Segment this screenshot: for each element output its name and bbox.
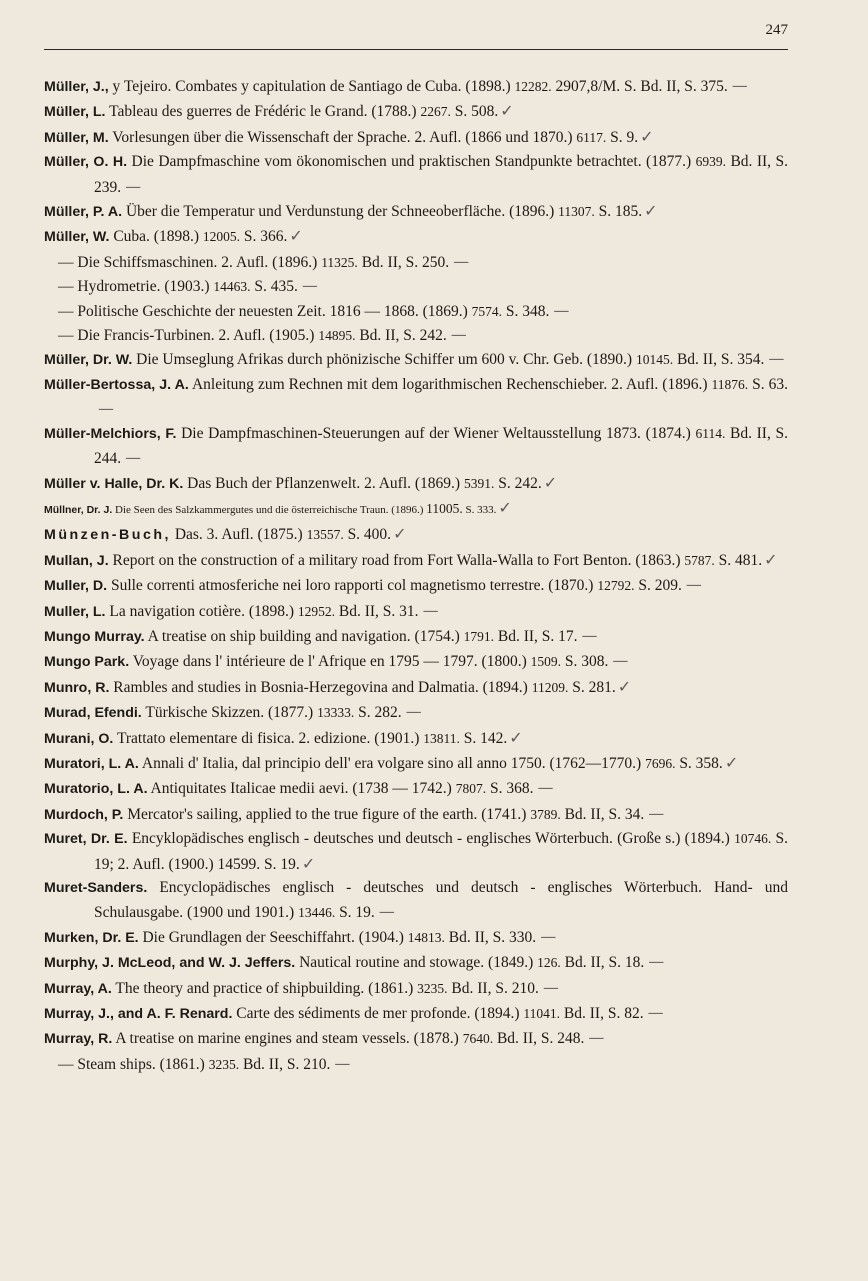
entry-number: 1509. <box>530 654 561 670</box>
page-number: 247 <box>765 22 788 38</box>
entry-reference: S. 209. <box>634 577 682 595</box>
catalog-entry <box>44 74 788 99</box>
dash-mark-icon: — <box>768 349 785 369</box>
entry-number: 12005. <box>202 229 240 245</box>
dash-mark-icon: — <box>542 977 559 997</box>
entry-title: y Tejeiro. Combates y capitulation de Santiago de Cuba. (1898.) <box>108 78 515 95</box>
entry-title: The theory and practice of shipbuilding. (1861.) <box>111 979 418 997</box>
checkmark-icon: ✓ <box>543 472 558 492</box>
catalog-entry <box>44 976 788 1001</box>
entry-reference: S. 508. <box>450 103 499 121</box>
catalog-entry <box>44 471 788 496</box>
entry-title: Politische Geschichte der neuesten Zeit. 1816 — 1868. (1869.) <box>73 302 472 320</box>
entry-reference: Bd. II, S. 210. <box>239 1055 331 1073</box>
entry-author: Müller-Bertossa, J. A. <box>44 376 189 393</box>
entry-reference: S. 368. <box>486 780 534 798</box>
entry-reference: Bd. II, S. 354. <box>673 351 765 369</box>
entry-author: Mungo Murray. <box>44 628 145 645</box>
entry-author: Müller, J., <box>44 79 109 95</box>
dash-mark-icon: — <box>685 575 702 595</box>
entry-author: Murphy, J. McLeod, and W. J. Jeffers. <box>44 955 296 972</box>
entry-author: Muratori, L. A. <box>44 755 139 772</box>
catalog-entry <box>44 99 788 124</box>
ditto-dash: — <box>58 253 74 271</box>
entry-number: 11209. <box>531 679 569 695</box>
entry-author: Murad, Efendi. <box>44 705 142 722</box>
catalog-entries <box>44 74 788 1076</box>
entry-author: Müller, P. A. <box>44 204 123 221</box>
entry-number: 11876. <box>711 376 749 392</box>
catalog-entry <box>44 150 788 199</box>
entry-number: 10145. <box>635 352 674 368</box>
entry-number: 1791. <box>463 628 494 644</box>
dash-mark-icon: — <box>731 76 748 95</box>
entry-reference: S. 19; 2. Aufl. (1900.) 14599. S. 19. <box>94 830 788 873</box>
ditto-dash: — <box>58 278 74 296</box>
dash-mark-icon: — <box>612 651 629 671</box>
dash-mark-icon: — <box>422 600 439 620</box>
catalog-entry <box>44 548 788 573</box>
checkmark-icon: ✓ <box>509 727 523 747</box>
catalog-entry <box>44 199 788 224</box>
dash-mark-icon: — <box>125 448 142 468</box>
entry-author: Murray, J., and A. F. Renard. <box>44 1006 233 1023</box>
entry-number: 11005. <box>426 500 463 516</box>
entry-title: Anleitung zum Rechnen mit dem logarithmischen Rechenschieber. 2. Aufl. (1896.) <box>188 375 712 393</box>
entry-title: Die Dampfmaschinen-Steuerungen auf der Wiener Weltausstellung 1873. (1874.) <box>176 424 696 442</box>
entry-title: Vorlesungen über die Wissenschaft der Sprache. 2. Aufl. (1866 und 1870.) <box>108 128 577 146</box>
entry-reference: 2907,8/M. S. Bd. II, S. 375. <box>551 78 728 95</box>
checkmark-icon: ✓ <box>640 126 654 146</box>
entry-number: 11325. <box>321 254 358 270</box>
catalog-entry <box>44 299 788 323</box>
entry-title: La navigation cotière. (1898.) <box>105 602 298 620</box>
entry-reference: Bd. II, S. 34. <box>560 805 645 823</box>
entry-reference: S. 185. <box>594 203 643 221</box>
catalog-entry <box>44 950 788 975</box>
catalog-entry <box>44 522 788 547</box>
dash-mark-icon: — <box>648 952 665 972</box>
entry-title: Hydrometrie. (1903.) <box>73 278 214 296</box>
entry-title: Die Umseglung Afrikas durch phönizische Schiffer um 600 v. Chr. Geb. (1890.) <box>132 351 636 369</box>
dash-mark-icon: — <box>450 325 467 345</box>
entry-author: Munro, R. <box>44 679 110 696</box>
entry-number: 6114. <box>695 425 726 441</box>
entry-number: 7696. <box>645 755 676 771</box>
catalog-entry <box>44 649 788 674</box>
entry-number: 12792. <box>597 578 635 594</box>
catalog-entry <box>44 726 788 751</box>
entry-author: Müller, O. H. <box>44 154 128 171</box>
entry-author: Müller-Melchiors, F. <box>44 425 177 442</box>
checkmark-icon: ✓ <box>301 853 316 873</box>
entry-reference: S. 308. <box>561 653 609 671</box>
catalog-entry <box>44 624 788 649</box>
entry-reference: S. 333. <box>462 503 497 516</box>
checkmark-icon: ✓ <box>289 226 303 246</box>
entry-reference: Bd. II, S. 82. <box>560 1005 644 1023</box>
entry-reference: Bd. II, S. 330. <box>444 928 537 946</box>
entry-reference: S. 282. <box>354 704 402 722</box>
entry-author: Muller, D. <box>44 578 108 595</box>
dash-mark-icon: — <box>588 1028 605 1048</box>
entry-author: Müller, Dr. W. <box>44 352 133 369</box>
dash-mark-icon: — <box>378 902 395 922</box>
entry-reference: S. 481. <box>714 551 763 569</box>
dash-mark-icon: — <box>453 251 470 271</box>
catalog-entry <box>44 125 788 150</box>
entry-number: 126. <box>537 955 561 971</box>
entry-number: 10746. <box>734 831 772 847</box>
entry-reference: S. 9. <box>606 128 639 146</box>
catalog-entry <box>44 751 788 776</box>
ditto-dash: — <box>58 1055 74 1073</box>
catalog-entry <box>44 675 788 700</box>
entry-number: 5787. <box>684 552 715 568</box>
dash-mark-icon: — <box>581 625 598 645</box>
entry-number: 6117. <box>576 129 607 145</box>
checkmark-icon: ✓ <box>724 752 739 772</box>
entry-author: Murray, R. <box>44 1031 113 1048</box>
entry-title: A treatise on marine engines and steam vessels. (1878.) <box>112 1030 463 1048</box>
entry-author: Müller, M. <box>44 129 109 146</box>
entry-number: 11307. <box>558 204 595 220</box>
dash-mark-icon: — <box>405 702 422 722</box>
checkmark-icon: ✓ <box>644 201 658 221</box>
entry-number: 3235. <box>208 1056 240 1072</box>
entry-title: Türkische Skizzen. (1877.) <box>141 704 318 722</box>
dash-mark-icon: — <box>125 176 142 196</box>
entry-reference: S. 400. <box>343 526 392 544</box>
entry-title: Report on the construction of a military road from Fort Walla-Walla to Fort Benton. (1863.) <box>108 551 685 569</box>
entry-author: Murken, Dr. E. <box>44 929 139 946</box>
entry-title: Rambles and studies in Bosnia-Herzegovina and Dalmatia. (1894.) <box>109 678 532 696</box>
entry-number: 13446. <box>298 905 336 921</box>
entry-title: Das Buch der Pflanzenwelt. 2. Aufl. (1869.) <box>183 474 464 492</box>
dash-mark-icon: — <box>334 1053 351 1073</box>
catalog-entry <box>44 776 788 801</box>
header-rule <box>44 49 788 50</box>
checkmark-icon: ✓ <box>498 497 512 517</box>
entry-reference: S. 358. <box>675 754 723 772</box>
entry-reference: S. 281. <box>568 678 616 696</box>
checkmark-icon: ✓ <box>500 101 514 121</box>
entry-reference: S. 366. <box>239 228 288 246</box>
dash-mark-icon: — <box>301 276 318 296</box>
entry-author: Mungo Park. <box>44 654 130 671</box>
entry-title: Mercator's sailing, applied to the true figure of the earth. (1741.) <box>123 805 531 823</box>
dash-mark-icon: — <box>648 803 665 823</box>
entry-author: Murray, A. <box>44 980 112 997</box>
entry-number: 14463. <box>213 279 251 295</box>
catalog-entry <box>44 1052 788 1076</box>
entry-reference: S. 348. <box>502 302 550 320</box>
checkmark-icon: ✓ <box>393 524 407 544</box>
catalog-entry <box>44 1001 788 1026</box>
entry-title: Encyklopädisches englisch - deutsches und deutsch - englisches Wörterbuch. (Große s.) (1894.) <box>127 830 735 848</box>
entry-title: Über die Temperatur und Verdunstung der Schneeoberfläche. (1896.) <box>122 203 559 221</box>
catalog-entry <box>44 827 788 876</box>
entry-author: Müller, L. <box>44 104 106 121</box>
entry-title: Nautical routine and stowage. (1849.) <box>295 954 538 972</box>
entry-reference: Bd. II, S. 248. <box>493 1030 585 1048</box>
entry-number: 3789. <box>530 806 561 822</box>
entry-reference: S. 142. <box>459 729 508 747</box>
catalog-entry <box>44 274 788 298</box>
catalog-entry <box>44 573 788 598</box>
entry-number: 3235. <box>417 980 448 996</box>
catalog-entry <box>44 700 788 725</box>
entry-title: Annali d' Italia, dal principio dell' era volgare sino all anno 1750. (1762—1770.) <box>138 754 646 772</box>
entry-number: 6939. <box>695 154 727 170</box>
catalog-entry <box>44 802 788 827</box>
catalog-entry <box>44 1026 788 1051</box>
entry-author: Murani, O. <box>44 730 114 747</box>
entry-title: Die Seen des Salzkammergutes und die österreichische Traun. (1896.) <box>112 503 427 516</box>
entry-number: 13557. <box>306 527 344 543</box>
entry-title: Trattato elementare di fisica. 2. edizione. (1901.) <box>113 729 424 747</box>
dash-mark-icon: — <box>540 926 557 946</box>
entry-title: Steam ships. (1861.) <box>73 1055 209 1073</box>
dash-mark-icon: — <box>553 300 570 320</box>
entry-title: Encyclopädisches englisch - deutsches und deutsch - englisches Wörterbuch. Hand- und Schulausgabe. (1900 und 1901.) <box>94 879 788 922</box>
entry-number: 11041. <box>523 1006 561 1022</box>
catalog-entry <box>44 496 788 522</box>
checkmark-icon: ✓ <box>617 676 632 696</box>
dash-mark-icon: — <box>537 778 554 798</box>
entry-author: Mullan, J. <box>44 552 109 569</box>
dash-mark-icon: — <box>98 399 114 419</box>
entry-number: 14895. <box>318 328 356 344</box>
entry-author: Müller v. Halle, Dr. K. <box>44 475 184 492</box>
dash-mark-icon: — <box>647 1003 664 1023</box>
entry-author: Muret, Dr. E. <box>44 831 128 848</box>
entry-title: A treatise on ship building and navigation. (1754.) <box>144 627 464 645</box>
catalog-entry <box>44 224 788 249</box>
entry-title: Die Francis-Turbinen. 2. Aufl. (1905.) <box>73 327 319 345</box>
entry-author: Münzen-Buch, <box>44 527 171 544</box>
entry-title: Cuba. (1898.) <box>109 228 203 246</box>
entry-number: 5391. <box>463 475 495 491</box>
entry-reference: Bd. II, S. 31. <box>335 602 419 620</box>
entry-title: Die Dampfmaschine vom ökonomischen und praktischen Standpunkte betrachtet. (1877.) <box>127 153 696 171</box>
entry-reference: S. 242. <box>494 474 542 492</box>
entry-number: 13811. <box>423 730 460 746</box>
entry-reference: Bd. II, S. 210. <box>447 979 539 997</box>
entry-reference: Bd. II, S. 239. <box>94 153 788 196</box>
catalog-entry <box>44 422 788 471</box>
entry-title: Voyage dans l' intérieure de l' Afrique en 1795 — 1797. (1800.) <box>129 653 531 671</box>
entry-title: Die Schiffsmaschinen. 2. Aufl. (1896.) <box>73 253 322 271</box>
entry-reference: Bd. II, S. 17. <box>494 627 578 645</box>
entry-number: 2267. <box>420 104 451 120</box>
entry-title: Die Grundlagen der Seeschiffahrt. (1904.) <box>138 928 408 946</box>
entry-number: 13333. <box>317 705 355 721</box>
catalog-entry <box>44 323 788 347</box>
entry-title: Das. 3. Aufl. (1875.) <box>170 526 307 544</box>
entry-author: Muratorio, L. A. <box>44 781 148 798</box>
entry-number: 14813. <box>407 929 445 945</box>
entry-author: Müller, W. <box>44 229 110 246</box>
checkmark-icon: ✓ <box>764 549 778 569</box>
entry-reference: Bd. II, S. 244. <box>94 424 788 468</box>
entry-reference: Bd. II, S. 250. <box>357 253 450 271</box>
entry-author: Muret-Sanders. <box>44 880 148 896</box>
entry-title: Sulle correnti atmosferiche nei loro rapporti col magnetismo terrestre. (1870.) <box>107 577 598 595</box>
entry-author: Murdoch, P. <box>44 806 124 823</box>
catalog-entry <box>44 925 788 950</box>
entry-author: Muller, L. <box>44 603 106 620</box>
catalog-entry <box>44 599 788 624</box>
entry-reference: Bd. II, S. 18. <box>560 954 645 972</box>
entry-number: 7574. <box>471 303 503 319</box>
entry-title: Carte des sédiments de mer profonde. (1894.) <box>232 1005 524 1023</box>
catalog-entry <box>44 373 788 422</box>
catalog-entry <box>44 876 788 925</box>
entry-number: 7640. <box>462 1031 494 1047</box>
entry-number: 12282. <box>514 79 552 94</box>
entry-reference: Bd. II, S. 242. <box>355 327 447 345</box>
entry-reference: S. 435. <box>250 278 298 296</box>
entry-title: Tableau des guerres de Frédéric le Grand. (1788.) <box>105 103 421 121</box>
entry-reference: S. 63. <box>748 375 788 393</box>
entry-title: Antiquitates Italicae medii aevi. (1738 — 1742.) <box>147 780 456 798</box>
entry-reference: S. 19. <box>335 904 375 922</box>
entry-number: 7807. <box>455 781 487 797</box>
catalog-entry <box>44 250 788 274</box>
entry-author: Müllner, Dr. J. <box>44 503 113 516</box>
catalog-entry <box>44 347 788 372</box>
ditto-dash: — <box>58 302 74 320</box>
ditto-dash: — <box>58 327 74 345</box>
entry-number: 12952. <box>297 603 336 619</box>
